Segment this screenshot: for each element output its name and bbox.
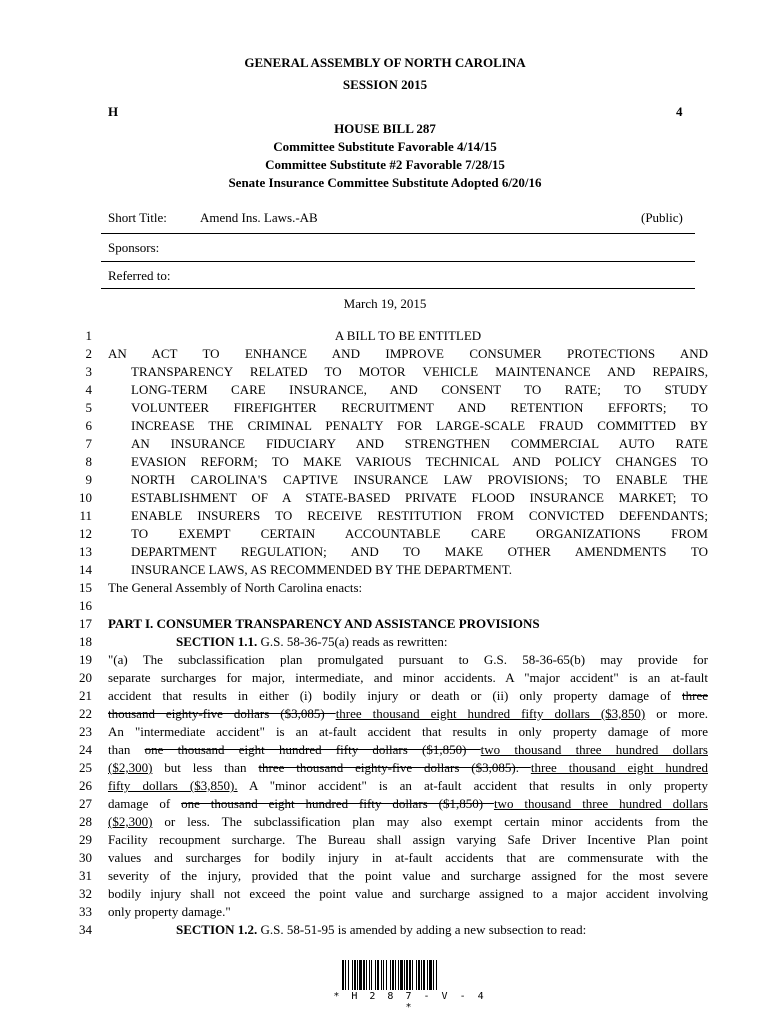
public-label: (Public) xyxy=(641,210,683,225)
line-number: 21 xyxy=(79,688,92,703)
bill-line xyxy=(0,669,770,687)
line-text xyxy=(108,615,708,633)
bill-line xyxy=(0,705,770,723)
line-text xyxy=(108,327,708,345)
barcode-image xyxy=(342,960,476,990)
text-run: EVASION REFORM; TO MAKE VARIOUS TECHNICAL AND POLICY CHANGES TO xyxy=(131,454,708,469)
barcode-bar xyxy=(390,960,391,990)
bill-line xyxy=(0,363,770,381)
line-text xyxy=(108,651,708,669)
bill-line xyxy=(0,867,770,885)
bill-line xyxy=(0,417,770,435)
barcode-bar xyxy=(436,960,437,990)
barcode-bar xyxy=(386,960,387,990)
barcode-bar xyxy=(357,960,358,990)
bill-line xyxy=(0,741,770,759)
line-number: 27 xyxy=(79,796,92,811)
chamber-letter: H xyxy=(108,104,119,119)
text-run: The General Assembly of North Carolina enacts: xyxy=(108,580,363,595)
bill-line xyxy=(0,507,770,525)
line-text xyxy=(108,759,708,777)
barcode-bar xyxy=(406,960,408,990)
line-number: 3 xyxy=(85,364,92,379)
short-title-value: Amend Ins. Laws.-AB xyxy=(200,210,318,225)
line-text xyxy=(108,345,708,363)
line-text xyxy=(108,777,708,795)
text-run: A "minor accident" is an at-fault accident that results in only property xyxy=(237,778,708,793)
text-run: ESTABLISHMENT OF A STATE-BASED PRIVATE FLOOD INSURANCE MARKET; TO xyxy=(131,490,708,505)
assembly-heading: GENERAL ASSEMBLY OF NORTH CAROLINA xyxy=(244,55,526,70)
deleted-text: thousand eighty-five dollars ($3,085) xyxy=(108,706,336,721)
barcode-bar xyxy=(409,960,411,990)
barcode-bar xyxy=(369,960,370,990)
deleted-text: three xyxy=(682,688,708,703)
bill-line xyxy=(0,453,770,471)
bill-line xyxy=(0,723,770,741)
text-run: SECTION 1.2. xyxy=(176,922,258,937)
line-text xyxy=(131,507,708,525)
line-number: 11 xyxy=(79,508,92,523)
line-number: 23 xyxy=(79,724,92,739)
text-run: An "intermediate accident" is an at-fault accident that results in only property damage of more xyxy=(108,724,708,739)
session-heading: SESSION 2015 xyxy=(342,77,428,92)
line-text xyxy=(108,687,708,705)
line-text xyxy=(131,453,708,471)
line-number: 14 xyxy=(79,562,92,577)
text-run: NORTH CAROLINA'S CAPTIVE INSURANCE LAW PROVISIONS; TO ENABLE THE xyxy=(131,472,708,487)
line-number: 33 xyxy=(79,904,92,919)
barcode-bar xyxy=(429,960,432,990)
bill-line xyxy=(0,561,770,579)
barcode-bar xyxy=(377,960,379,990)
filing-date: March 19, 2015 xyxy=(343,296,427,311)
sponsors-label: Sponsors: xyxy=(108,240,160,255)
text-run: TRANSPARENCY RELATED TO MOTOR VEHICLE MAINTENANCE AND REPAIRS, xyxy=(131,364,708,379)
divider xyxy=(101,233,695,234)
line-text xyxy=(108,867,708,885)
inserted-text: two thousand three hundred dollars xyxy=(493,796,708,811)
line-text xyxy=(108,849,708,867)
deleted-text: one thousand eight hundred fifty dollars ($1,850) xyxy=(144,742,481,757)
bill-line xyxy=(0,795,770,813)
line-number: 5 xyxy=(85,400,92,415)
deleted-text: three thousand eighty-five dollars ($3,085). xyxy=(258,760,531,775)
bill-line xyxy=(0,327,770,345)
committee-substitute-1: Committee Substitute Favorable 4/14/15 xyxy=(273,139,497,154)
text-run: INCREASE THE CRIMINAL PENALTY FOR LARGE-SCALE FRAUD COMMITTED BY xyxy=(131,418,708,433)
barcode-bar xyxy=(416,960,417,990)
line-text xyxy=(176,633,708,651)
line-number: 10 xyxy=(79,490,92,505)
bill-line xyxy=(0,489,770,507)
line-text xyxy=(176,921,708,939)
text-run: "(a) The subclassification plan promulgated pursuant to G.S. 58-36-65(b) may provide for xyxy=(108,652,708,667)
barcode-bar xyxy=(359,960,362,990)
line-number: 12 xyxy=(79,526,92,541)
line-text xyxy=(108,741,708,759)
line-text xyxy=(131,363,708,381)
referred-label: Referred to: xyxy=(108,268,171,283)
line-number: 13 xyxy=(79,544,92,559)
barcode-bar xyxy=(375,960,376,990)
text-run: SECTION 1.1. xyxy=(176,634,258,649)
line-number: 2 xyxy=(85,346,92,361)
line-text xyxy=(131,399,708,417)
text-run: separate surcharges for major, intermediate, and minor accidents. A "major accident" is an at-fault xyxy=(108,670,708,685)
line-text xyxy=(108,705,708,723)
text-run: AN INSURANCE FIDUCIARY AND STRENGTHEN COMMERCIAL AUTO RATE xyxy=(131,436,708,451)
barcode-bar xyxy=(418,960,420,990)
text-run: Facility recoupment surcharge. The Bureau shall assign varying Safe Driver Incentive Plan point xyxy=(108,832,708,847)
inserted-text: ($2,300) xyxy=(108,814,153,829)
text-run: VOLUNTEER FIREFIGHTER RECRUITMENT AND RETENTION EFFORTS; TO xyxy=(131,400,708,415)
bill-line xyxy=(0,345,770,363)
bill-line xyxy=(0,525,770,543)
text-run: but less than xyxy=(152,760,259,775)
line-text xyxy=(108,885,708,903)
inserted-text: three thousand eight hundred fifty dollars ($3,850) xyxy=(335,706,646,721)
text-run: G.S. 58-51-95 is amended by adding a new subsection to read: xyxy=(257,922,587,937)
barcode-bar xyxy=(427,960,428,990)
bill-line xyxy=(0,849,770,867)
line-text xyxy=(131,543,708,561)
line-number: 6 xyxy=(85,418,92,433)
line-number: 28 xyxy=(79,814,92,829)
line-number: 34 xyxy=(79,922,92,937)
line-number: 17 xyxy=(79,616,92,631)
divider xyxy=(101,261,695,262)
bill-line xyxy=(0,471,770,489)
line-number: 8 xyxy=(85,454,92,469)
bill-line xyxy=(0,903,770,921)
text-run: A BILL TO BE ENTITLED xyxy=(334,328,482,343)
bill-line xyxy=(0,777,770,795)
divider xyxy=(101,288,695,289)
line-number: 16 xyxy=(79,598,92,613)
inserted-text: three thousand eight hundred xyxy=(530,760,708,775)
barcode-bar xyxy=(348,960,349,990)
line-number: 22 xyxy=(79,706,92,721)
text-run: severity of the injury, provided that the point value and surcharge assigned for the most severe xyxy=(108,868,708,883)
line-number: 24 xyxy=(79,742,92,757)
barcode-bar xyxy=(381,960,382,990)
bill-line xyxy=(0,381,770,399)
barcode-bar xyxy=(366,960,367,990)
bill-line xyxy=(0,597,770,615)
barcode-bar xyxy=(342,960,344,990)
committee-substitute-2: Committee Substitute #2 Favorable 7/28/15 xyxy=(265,157,505,172)
text-run: accident that results in either (i) bodily injury or death or (ii) only property damage of xyxy=(108,688,683,703)
text-run: values and surcharges for bodily injury in at-fault accidents that are commensurate with the xyxy=(108,850,708,865)
inserted-text: ($2,300) xyxy=(108,760,153,775)
text-run: or less. The subclassification plan may also exempt certain minor accidents from the xyxy=(152,814,708,829)
barcode-bar xyxy=(395,960,396,990)
text-run: only property damage." xyxy=(108,904,231,919)
barcode-bar xyxy=(392,960,394,990)
line-number: 30 xyxy=(79,850,92,865)
line-text xyxy=(131,489,708,507)
line-text xyxy=(131,471,708,489)
bill-line xyxy=(0,579,770,597)
barcode-bar xyxy=(433,960,434,990)
line-number: 19 xyxy=(79,652,92,667)
text-run: or more. xyxy=(645,706,708,721)
short-title-label: Short Title: xyxy=(108,210,167,225)
line-text xyxy=(108,579,708,597)
deleted-text: one thousand eight hundred fifty dollars ($1,850) xyxy=(181,796,494,811)
inserted-text: two thousand three hundred dollars xyxy=(480,742,708,757)
line-number: 26 xyxy=(79,778,92,793)
bill-line xyxy=(0,813,770,831)
barcode-bar xyxy=(371,960,372,990)
line-text xyxy=(108,795,708,813)
barcode-bar xyxy=(423,960,425,990)
bill-line xyxy=(0,633,770,651)
barcode-bar xyxy=(363,960,365,990)
bill-line xyxy=(0,921,770,939)
bill-line xyxy=(0,687,770,705)
bill-line xyxy=(0,831,770,849)
text-run: TO EXEMPT CERTAIN ACCOUNTABLE CARE ORGANIZATIONS FROM xyxy=(131,526,708,541)
line-text xyxy=(131,381,708,399)
barcode-bar xyxy=(354,960,356,990)
line-number: 4 xyxy=(85,382,92,397)
inserted-text: fifty dollars ($3,850). xyxy=(108,778,238,793)
text-run: DEPARTMENT REGULATION; AND TO MAKE OTHER AMENDMENTS TO xyxy=(131,544,708,559)
line-text xyxy=(108,831,708,849)
text-run: bodily injury shall not exceed the point value and surcharge assigned to a major accident involving xyxy=(108,886,708,901)
line-text xyxy=(131,561,708,579)
line-text xyxy=(108,669,708,687)
bill-title: HOUSE BILL 287 xyxy=(334,121,436,136)
barcode-bar xyxy=(421,960,422,990)
line-number: 7 xyxy=(85,436,92,451)
line-text xyxy=(108,903,708,921)
barcode-bar xyxy=(400,960,403,990)
text-run: LONG-TERM CARE INSURANCE, AND CONSENT TO RATE; TO STUDY xyxy=(131,382,708,397)
barcode-bar xyxy=(352,960,353,990)
line-number: 32 xyxy=(79,886,92,901)
line-text xyxy=(131,525,708,543)
bill-line xyxy=(0,651,770,669)
line-number: 20 xyxy=(79,670,92,685)
barcode-bar xyxy=(412,960,413,990)
line-text xyxy=(131,435,708,453)
barcode-bar xyxy=(404,960,405,990)
bill-line xyxy=(0,435,770,453)
line-number: 9 xyxy=(85,472,92,487)
bill-line xyxy=(0,759,770,777)
line-number: 18 xyxy=(79,634,92,649)
committee-substitute-3: Senate Insurance Committee Substitute Adopted 6/20/16 xyxy=(228,175,542,190)
barcode-bar xyxy=(383,960,384,990)
line-number: 15 xyxy=(79,580,92,595)
line-number: 1 xyxy=(85,328,92,343)
text-run: AN ACT TO ENHANCE AND IMPROVE CONSUMER PROTECTIONS AND xyxy=(108,346,708,361)
bill-line xyxy=(0,615,770,633)
text-run: G.S. 58-36-75(a) reads as rewritten: xyxy=(257,634,448,649)
line-number: 25 xyxy=(79,760,92,775)
bill-line xyxy=(0,399,770,417)
line-text xyxy=(108,813,708,831)
bill-line xyxy=(0,885,770,903)
line-text xyxy=(131,417,708,435)
text-run: INSURANCE LAWS, AS RECOMMENDED BY THE DEPARTMENT. xyxy=(131,562,512,577)
line-text xyxy=(108,723,708,741)
barcode-bar xyxy=(345,960,346,990)
line-number: 29 xyxy=(79,832,92,847)
line-number: 31 xyxy=(79,868,92,883)
barcode-bar xyxy=(398,960,399,990)
text-run: than xyxy=(108,742,145,757)
barcode-text: * H 2 8 7 - V - 4 * xyxy=(333,991,487,1013)
bill-line xyxy=(0,543,770,561)
text-run: ENABLE INSURERS TO RECEIVE RESTITUTION FROM CONVICTED DEFENDANTS; xyxy=(131,508,708,523)
version-number: 4 xyxy=(676,104,683,119)
text-run: damage of xyxy=(108,796,182,811)
text-run: PART I. CONSUMER TRANSPARENCY AND ASSISTANCE PROVISIONS xyxy=(108,616,540,631)
